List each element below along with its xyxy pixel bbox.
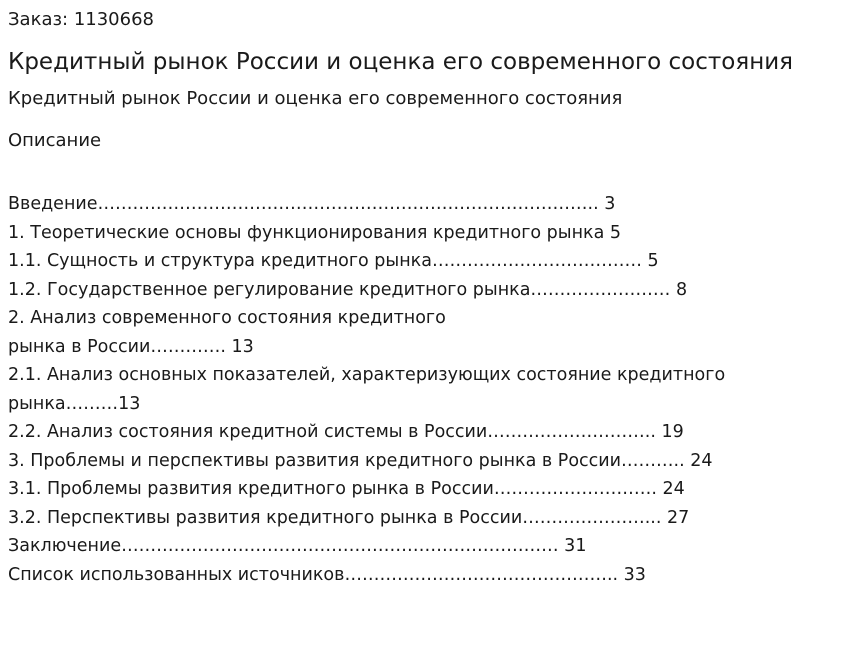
- toc-entry: рынка………13: [8, 393, 141, 414]
- description-heading: Описание: [8, 130, 102, 151]
- toc-entry: Заключение………………………………………………………………… 31: [8, 536, 587, 556]
- toc-entry: 1.2. Государственное регулирование кредитного рынка…………………… 8: [8, 279, 688, 300]
- toc-entry: 1.1. Сущность и структура кредитного рынка……………………………… 5: [8, 251, 659, 271]
- document-subtitle: Кредитный рынок России и оценка его современного состояния: [8, 88, 623, 109]
- toc-entry: Введение………………………………………………………………………….. 3: [8, 194, 616, 214]
- toc-entry: 3.2. Перспективы развития кредитного рынка в России…………………... 27: [8, 507, 690, 528]
- toc-entry: 2.2. Анализ состояния кредитной системы в России……………………….. 19: [8, 422, 684, 442]
- toc-entry: 1. Теоретические основы функционирования кредитного рынка 5: [8, 222, 622, 243]
- toc-entry: рынка в России…………. 13: [8, 336, 254, 357]
- toc-entry: 3. Проблемы и перспективы развития кредитного рынка в России……….. 24: [8, 450, 713, 471]
- toc-entry: Список использованных источников……………………………………….. 33: [8, 564, 646, 585]
- toc-entry: 3.1. Проблемы развития кредитного рынка в России………………………. 24: [8, 479, 685, 499]
- toc-entry: 2.1. Анализ основных показателей, характеризующих состояние кредитного: [8, 365, 726, 385]
- document-title: Кредитный рынок России и оценка его современного состояния: [8, 49, 794, 75]
- table-of-contents: [8, 190, 843, 589]
- toc-entry: 2. Анализ современного состояния кредитного: [8, 308, 446, 328]
- order-number: Заказ: 1130668: [8, 9, 154, 30]
